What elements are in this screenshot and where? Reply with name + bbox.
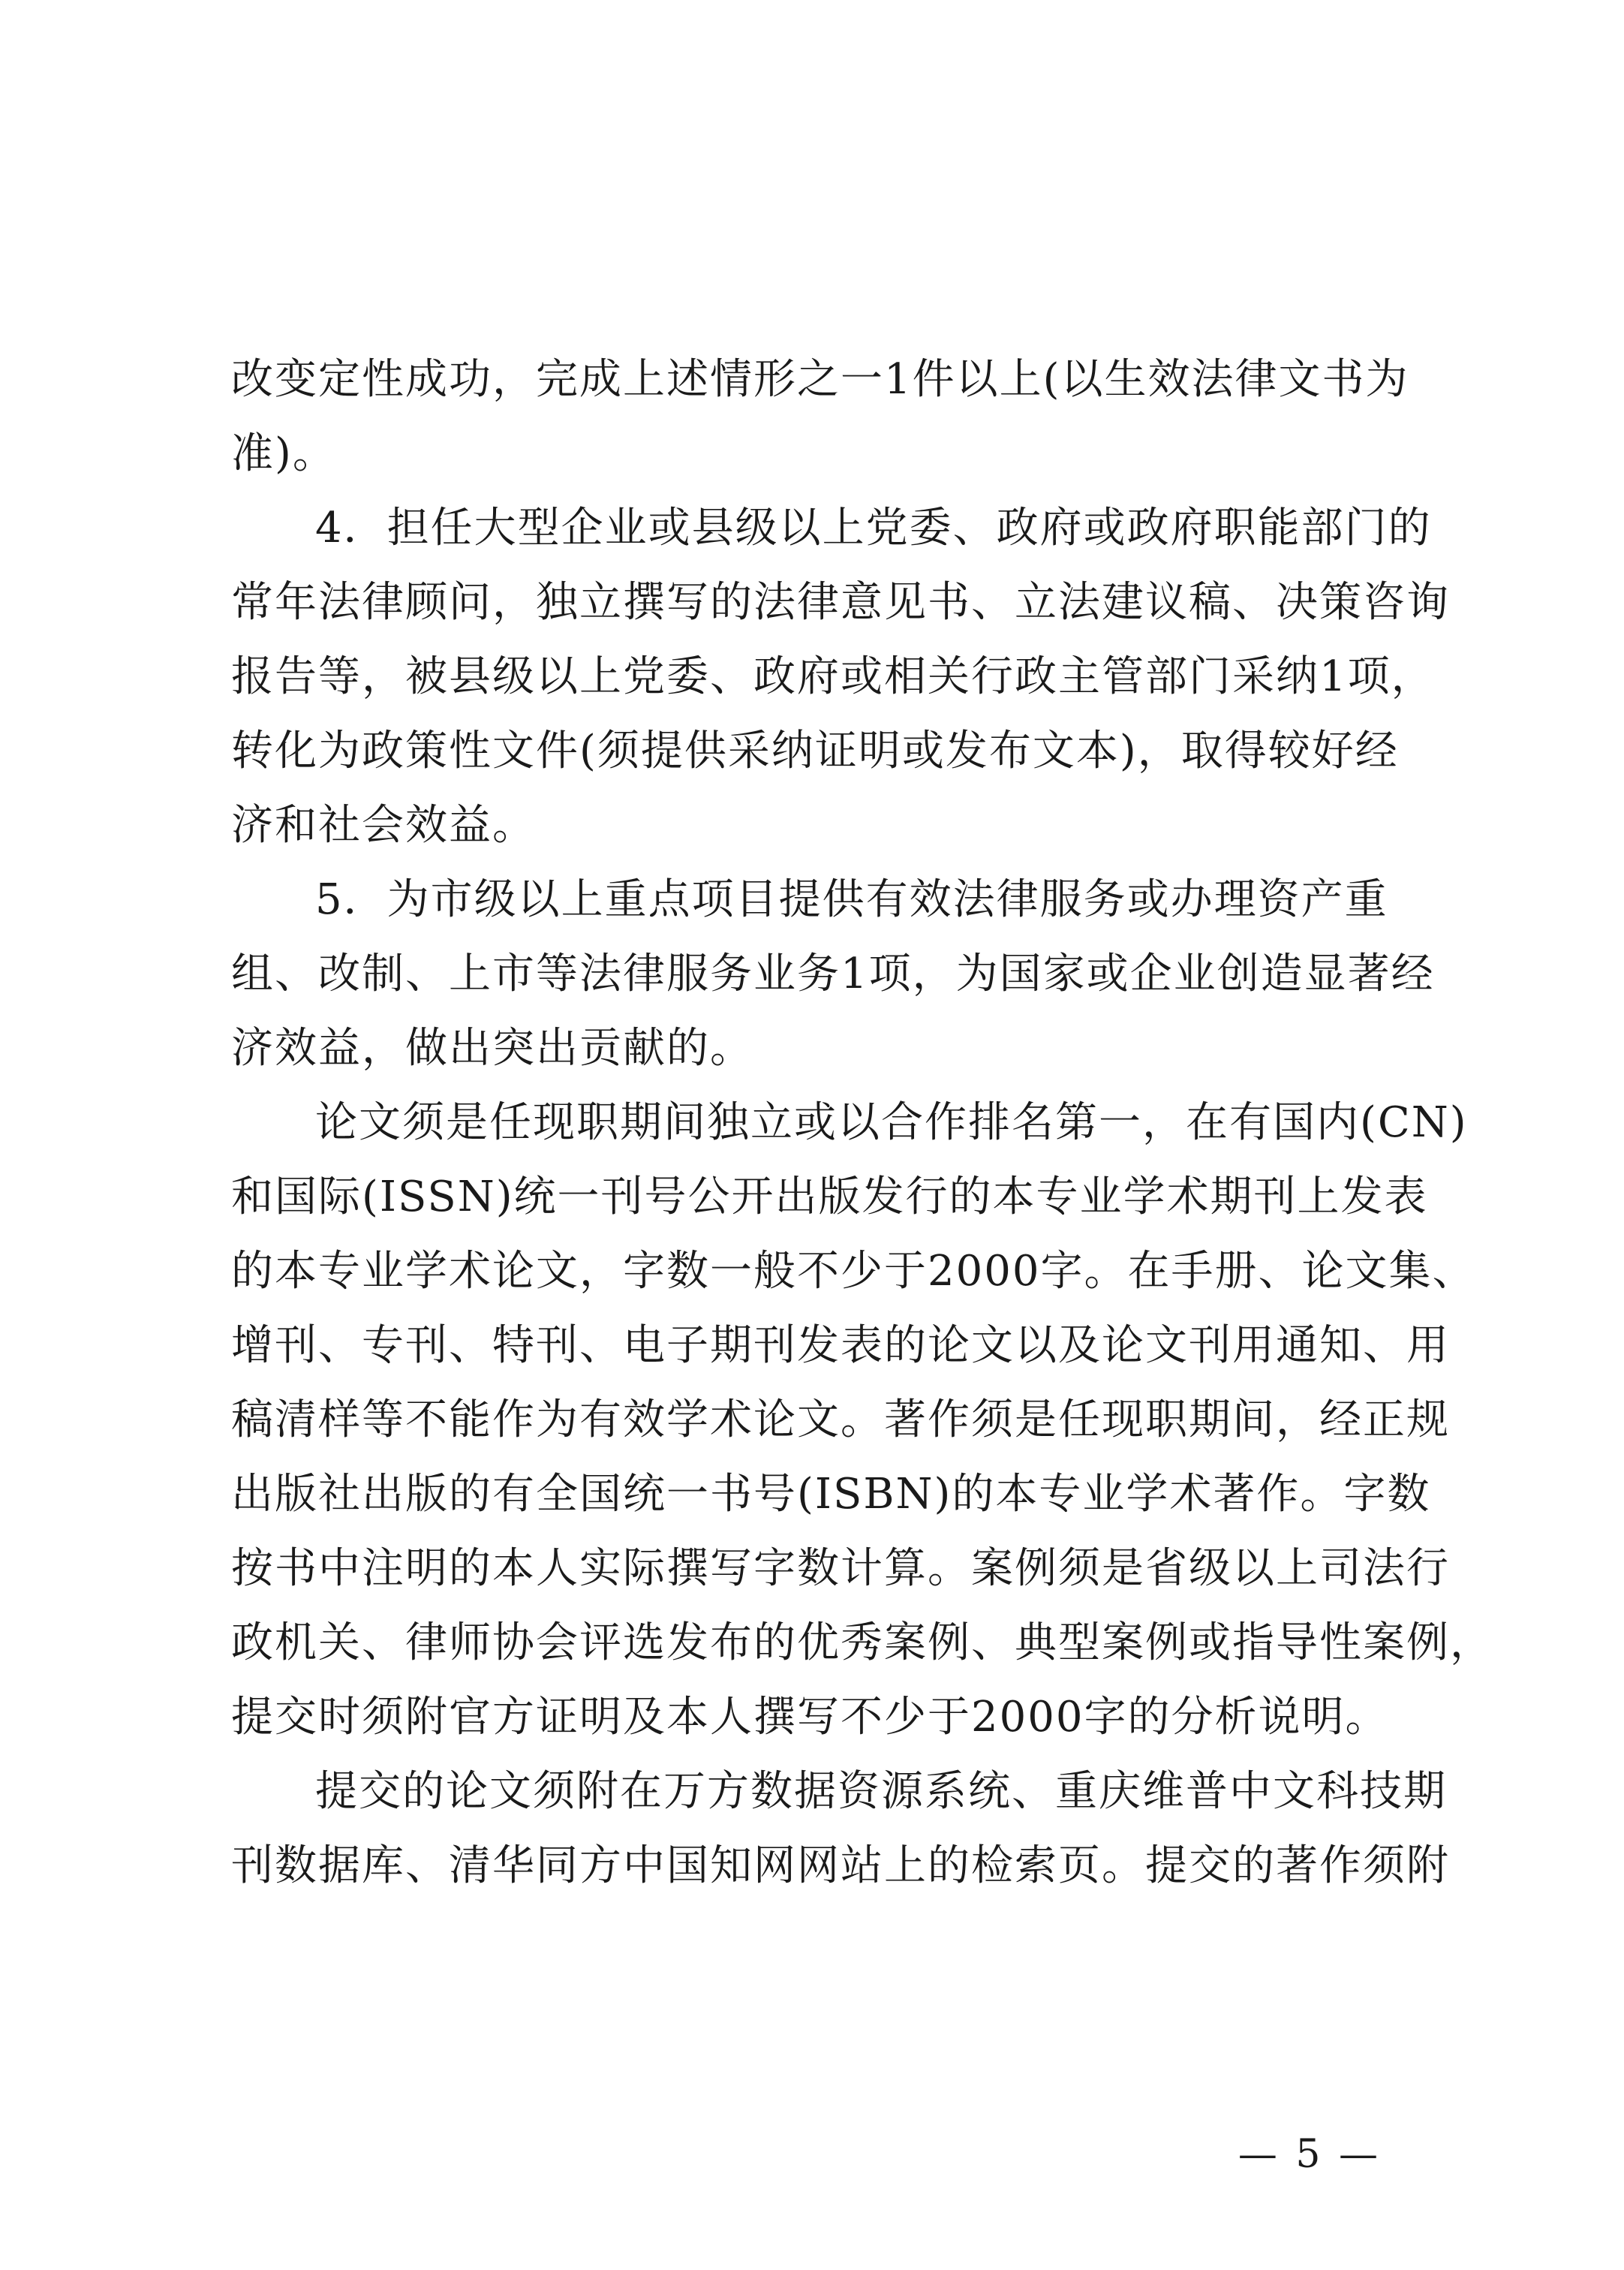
document-body — [231, 342, 1493, 1903]
text-line: 准)。 — [231, 429, 336, 478]
text-line: 按书中注明的本人实际撰写字数计算。案例须是省级以上司法行 — [231, 1544, 1450, 1593]
text-line: 报告等，被县级以上党委、政府或相关行政主管部门采纳1项， — [231, 652, 1435, 701]
text-line: 稿清样等不能作为有效学术论文。著作须是任现职期间，经正规 — [231, 1395, 1450, 1444]
text-line: 提交的论文须附在万方数据资源系统、重庆维普中文科技期 — [315, 1767, 1447, 1816]
text-line: 转化为政策性文件(须提供采纳证明或发布文本)，取得较好经 — [231, 727, 1399, 775]
paragraph-submission — [231, 1754, 1450, 1903]
text-line: 刊数据库、清华同方中国知网网站上的检索页。提交的著作须附 — [231, 1841, 1450, 1890]
text-line: 济和社会效益。 — [231, 801, 536, 850]
text-line: 增刊、专刊、特刊、电子期刊发表的论文以及论文刊用通知、用 — [231, 1321, 1450, 1370]
text-line: 出版社出版的有全国统一书号(ISBN)的本专业学术著作。字数 — [231, 1470, 1431, 1519]
text-line: 济效益，做出突出贡献的。 — [231, 1024, 753, 1073]
text-line: 4．担任大型企业或县级以上党委、政府或政府职能部门的 — [315, 504, 1432, 552]
paragraph-continuation — [231, 342, 1409, 491]
paragraph-item-5 — [231, 863, 1435, 1085]
paragraph-papers-requirements — [231, 1085, 1493, 1754]
text-line: 和国际(ISSN)统一刊号公开出版发行的本专业学术期刊上发表 — [231, 1173, 1428, 1221]
text-line: 的本专业学术论文，字数一般不少于2000字。在手册、论文集、 — [231, 1247, 1476, 1296]
page-number: — 5 — — [1238, 2132, 1381, 2177]
text-line: 政机关、律师协会评选发布的优秀案例、典型案例或指导性案例， — [231, 1618, 1493, 1667]
text-line: 改变定性成功，完成上述情形之一1件以上(以生效法律文书为 — [231, 355, 1409, 404]
text-line: 提交时须附官方证明及本人撰写不少于2000字的分析说明。 — [231, 1693, 1389, 1742]
text-line: 组、改制、上市等法律服务业务1项，为国家或企业创造显著经 — [231, 950, 1435, 998]
paragraph-item-4 — [231, 491, 1450, 863]
text-line: 常年法律顾问，独立撰写的法律意见书、立法建议稿、决策咨询 — [231, 578, 1450, 627]
text-line: 论文须是任现职期间独立或以合作排名第一，在有国内(CN) — [315, 1098, 1468, 1147]
text-line: 5．为市级以上重点项目提供有效法律服务或办理资产重 — [315, 875, 1388, 924]
